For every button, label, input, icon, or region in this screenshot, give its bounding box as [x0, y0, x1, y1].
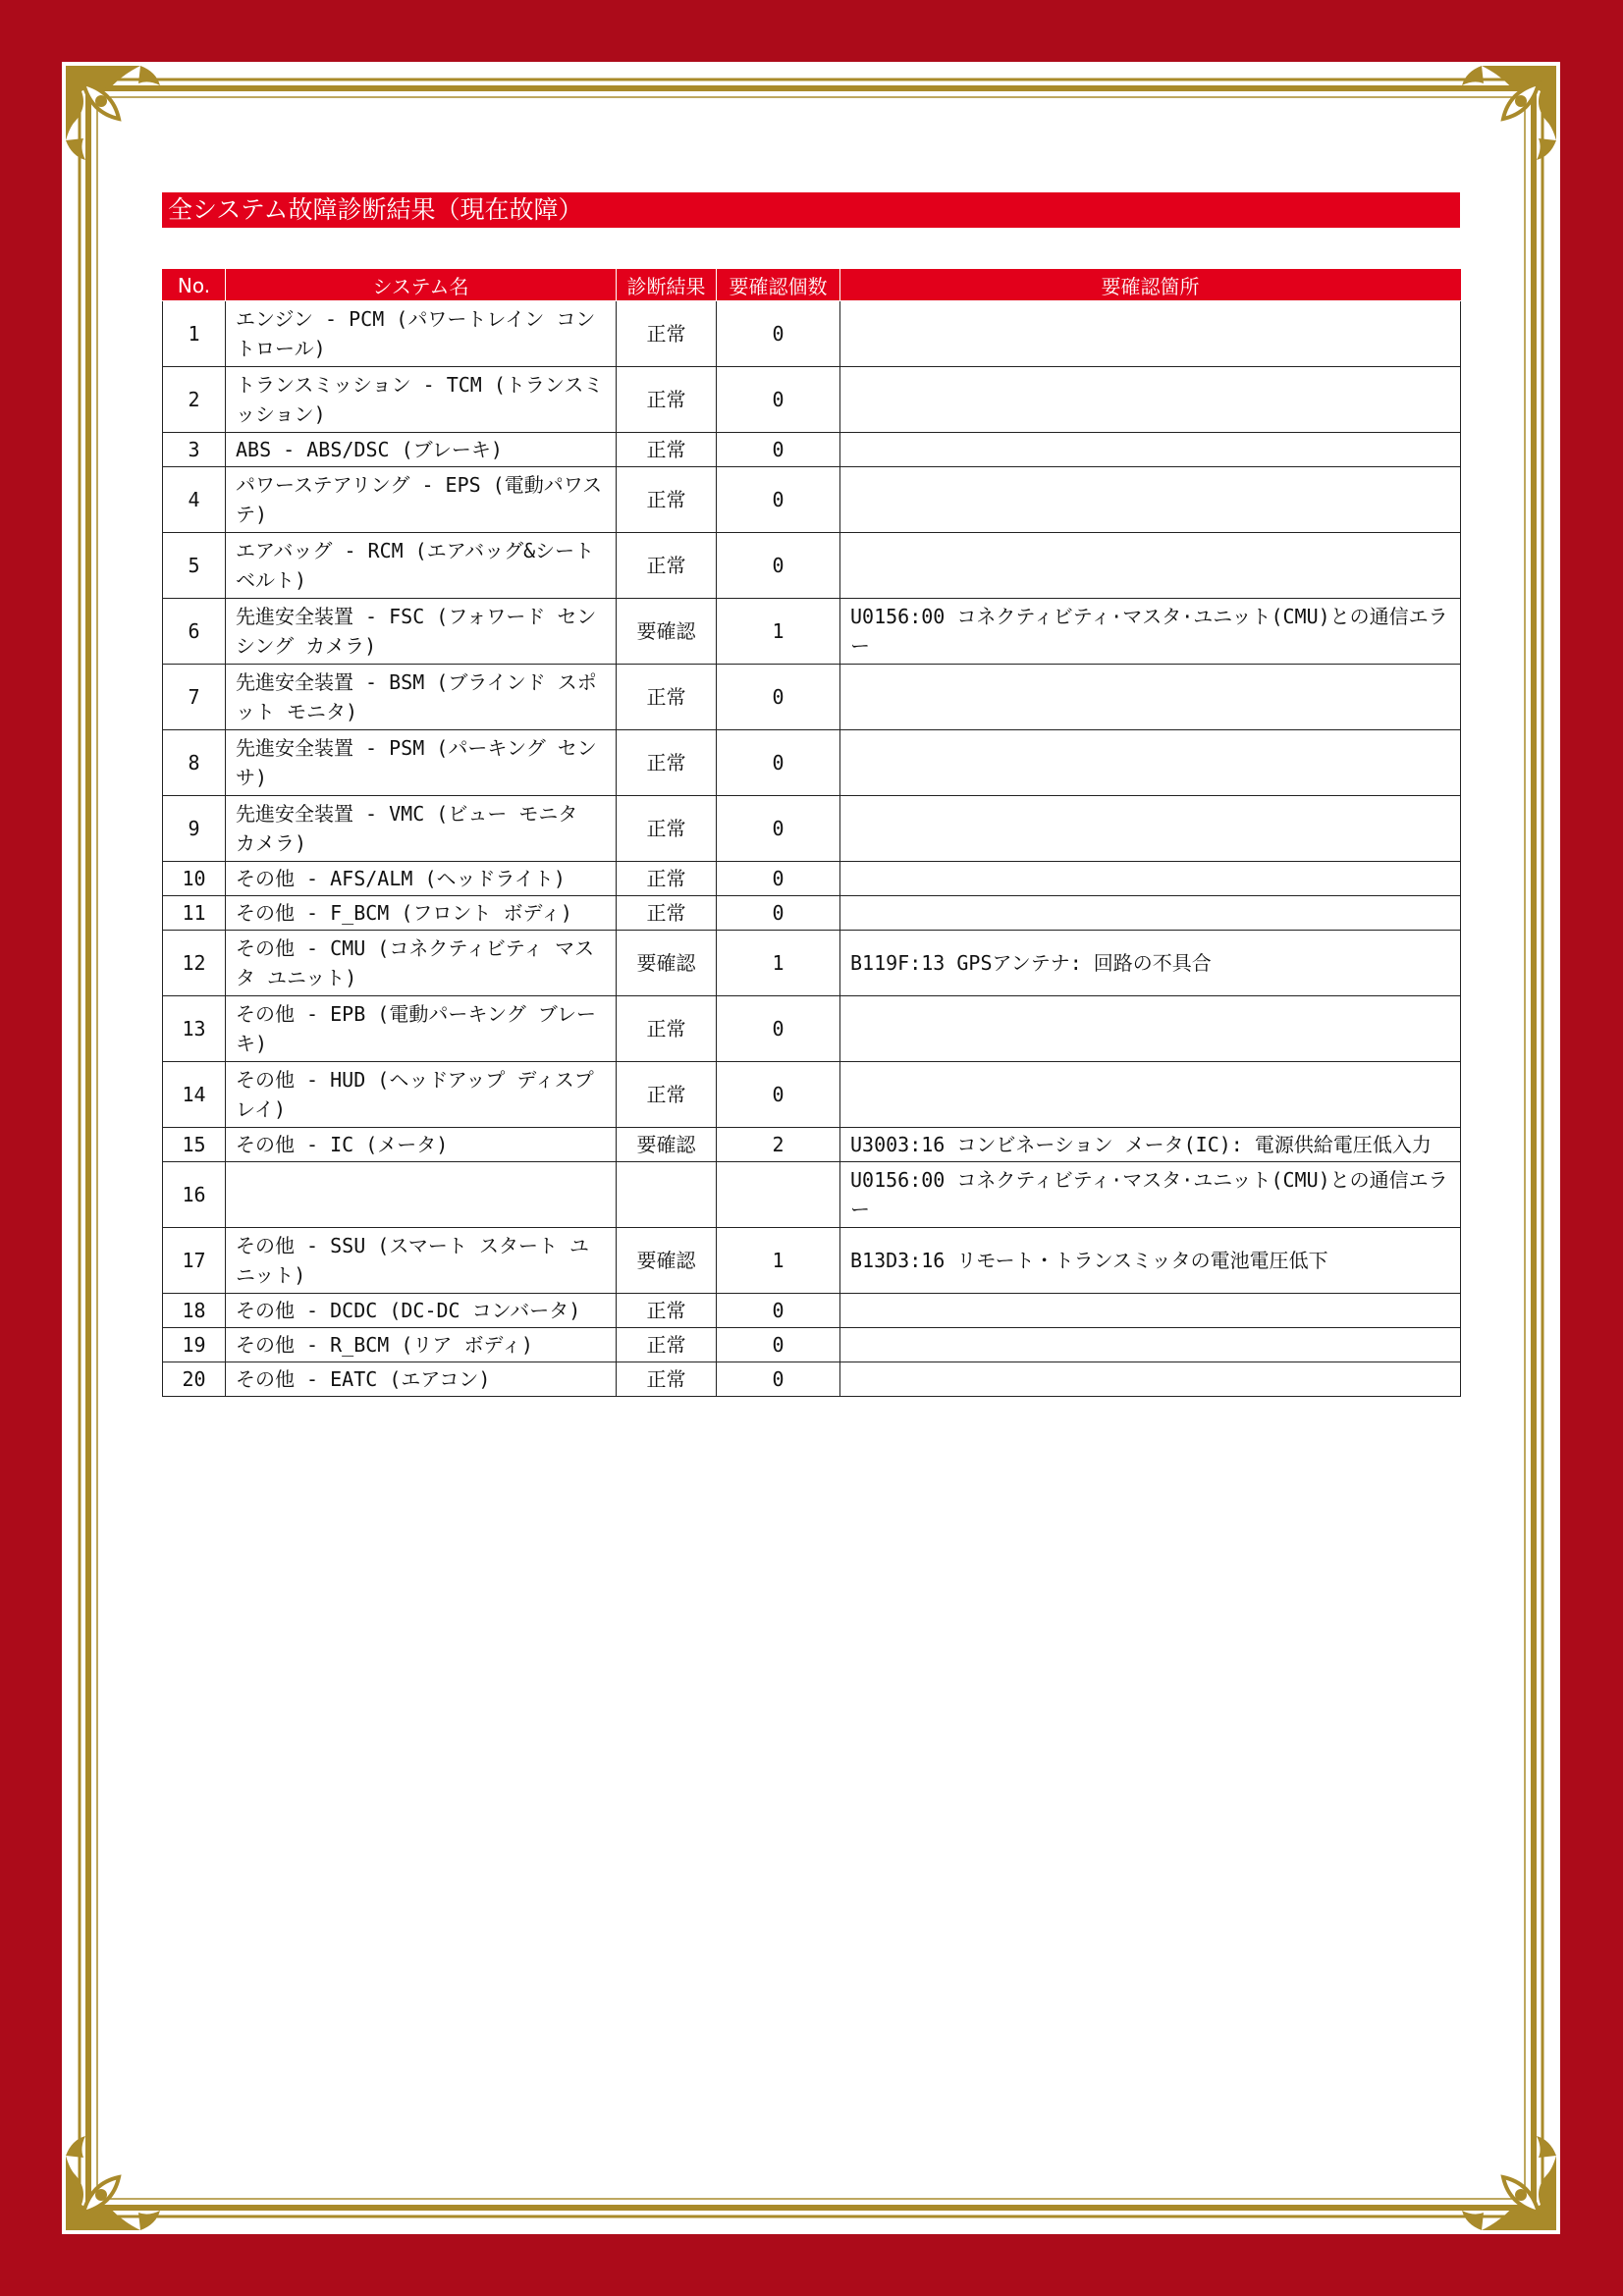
row-count: 0 — [717, 665, 840, 730]
row-system: トランスミッション - TCM (トランスミッション) — [226, 367, 617, 433]
row-result: 正常 — [617, 730, 717, 796]
table-row — [163, 1062, 1461, 1128]
row-no: 17 — [163, 1228, 226, 1294]
row-no: 10 — [163, 862, 226, 896]
row-result: 正常 — [617, 796, 717, 862]
row-result: 正常 — [617, 896, 717, 931]
row-location — [840, 996, 1461, 1062]
row-count: 1 — [717, 931, 840, 996]
row-system: 先進安全装置 - VMC (ビュー モニタ カメラ) — [226, 796, 617, 862]
row-no: 11 — [163, 896, 226, 931]
report-page — [62, 62, 1560, 2234]
row-result: 正常 — [617, 1328, 717, 1362]
row-result — [617, 1162, 717, 1228]
table-row — [163, 467, 1461, 533]
row-result: 正常 — [617, 1294, 717, 1328]
corner-ornament-bottom-left — [66, 2136, 160, 2230]
row-no: 15 — [163, 1128, 226, 1162]
corner-ornament-bottom-right — [1462, 2136, 1556, 2230]
row-no: 20 — [163, 1362, 226, 1397]
row-location — [840, 796, 1461, 862]
row-system: その他 - EATC (エアコン) — [226, 1362, 617, 1397]
row-location — [840, 1062, 1461, 1128]
row-result: 正常 — [617, 665, 717, 730]
row-location — [840, 730, 1461, 796]
row-count: 0 — [717, 1362, 840, 1397]
row-no: 6 — [163, 599, 226, 665]
row-result: 正常 — [617, 862, 717, 896]
row-no: 5 — [163, 533, 226, 599]
row-location: U0156:00 コネクティビティ·マスタ·ユニット(CMU)との通信エラー — [840, 1162, 1461, 1228]
row-system: その他 - CMU (コネクティビティ マスタ ユニット) — [226, 931, 617, 996]
row-system: エンジン - PCM (パワートレイン コントロール) — [226, 301, 617, 367]
table-row — [163, 996, 1461, 1062]
row-result: 要確認 — [617, 931, 717, 996]
row-system: 先進安全装置 - FSC (フォワード センシング カメラ) — [226, 599, 617, 665]
row-count: 1 — [717, 599, 840, 665]
row-system: その他 - F_BCM (フロント ボディ) — [226, 896, 617, 931]
row-count: 0 — [717, 862, 840, 896]
table-header-row — [163, 270, 1461, 301]
row-system: その他 - DCDC (DC-DC コンバータ) — [226, 1294, 617, 1328]
table-row — [163, 1294, 1461, 1328]
row-no: 12 — [163, 931, 226, 996]
row-location — [840, 862, 1461, 896]
row-no: 3 — [163, 433, 226, 467]
row-count: 1 — [717, 1228, 840, 1294]
row-location — [840, 665, 1461, 730]
row-result: 正常 — [617, 467, 717, 533]
row-no: 8 — [163, 730, 226, 796]
row-location: U3003:16 コンビネーション メータ(IC): 電源供給電圧低入力 — [840, 1128, 1461, 1162]
row-location: B13D3:16 リモート・トランスミッタの電池電圧低下 — [840, 1228, 1461, 1294]
table-row — [163, 931, 1461, 996]
row-location — [840, 301, 1461, 367]
row-no: 19 — [163, 1328, 226, 1362]
table-row — [163, 665, 1461, 730]
row-system: ABS - ABS/DSC (ブレーキ) — [226, 433, 617, 467]
row-result: 正常 — [617, 1362, 717, 1397]
row-no: 14 — [163, 1062, 226, 1128]
table-row — [163, 1228, 1461, 1294]
header-result: 診断結果 — [617, 270, 717, 301]
row-location: U0156:00 コネクティビティ·マスタ·ユニット(CMU)との通信エラー — [840, 599, 1461, 665]
row-system: パワーステアリング - EPS (電動パワステ) — [226, 467, 617, 533]
table-row — [163, 796, 1461, 862]
row-count: 0 — [717, 367, 840, 433]
table-row — [163, 1128, 1461, 1162]
row-result: 正常 — [617, 433, 717, 467]
row-location — [840, 1328, 1461, 1362]
row-no: 7 — [163, 665, 226, 730]
row-count: 0 — [717, 533, 840, 599]
table-row — [163, 896, 1461, 931]
row-location — [840, 433, 1461, 467]
row-system: その他 - R_BCM (リア ボディ) — [226, 1328, 617, 1362]
row-system: エアバッグ - RCM (エアバッグ&シートベルト) — [226, 533, 617, 599]
table-row — [163, 1328, 1461, 1362]
row-location — [840, 467, 1461, 533]
row-count: 0 — [717, 1294, 840, 1328]
row-count: 0 — [717, 896, 840, 931]
row-no: 9 — [163, 796, 226, 862]
report-title: 全システム故障診断結果（現在故障） — [162, 192, 1460, 228]
corner-ornament-top-left — [66, 66, 160, 160]
row-no: 16 — [163, 1162, 226, 1228]
diagnosis-table — [162, 269, 1461, 1397]
row-count: 0 — [717, 796, 840, 862]
row-result: 正常 — [617, 996, 717, 1062]
table-row — [163, 862, 1461, 896]
row-location — [840, 367, 1461, 433]
row-system: 先進安全装置 - BSM (ブラインド スポット モニタ) — [226, 665, 617, 730]
table-row — [163, 301, 1461, 367]
header-system: システム名 — [226, 270, 617, 301]
row-location — [840, 533, 1461, 599]
table-row — [163, 533, 1461, 599]
row-system: その他 - HUD (ヘッドアップ ディスプレイ) — [226, 1062, 617, 1128]
row-count: 0 — [717, 301, 840, 367]
table-row — [163, 367, 1461, 433]
row-count: 0 — [717, 1062, 840, 1128]
row-result: 正常 — [617, 533, 717, 599]
row-system: その他 - EPB (電動パーキング ブレーキ) — [226, 996, 617, 1062]
row-result: 正常 — [617, 367, 717, 433]
row-no: 13 — [163, 996, 226, 1062]
row-count: 0 — [717, 1328, 840, 1362]
row-count: 0 — [717, 730, 840, 796]
header-count: 要確認個数 — [717, 270, 840, 301]
header-no: No. — [163, 270, 226, 301]
row-result: 正常 — [617, 1062, 717, 1128]
table-row — [163, 730, 1461, 796]
table-row — [163, 599, 1461, 665]
row-no: 1 — [163, 301, 226, 367]
row-count: 0 — [717, 467, 840, 533]
row-location: B119F:13 GPSアンテナ: 回路の不具合 — [840, 931, 1461, 996]
row-location — [840, 1294, 1461, 1328]
row-system: その他 - IC (メータ) — [226, 1128, 617, 1162]
row-system: その他 - AFS/ALM (ヘッドライト) — [226, 862, 617, 896]
table-row — [163, 1162, 1461, 1228]
row-result: 要確認 — [617, 1228, 717, 1294]
row-no: 4 — [163, 467, 226, 533]
row-no: 2 — [163, 367, 226, 433]
row-location — [840, 1362, 1461, 1397]
row-no: 18 — [163, 1294, 226, 1328]
row-system — [226, 1162, 617, 1228]
row-location — [840, 896, 1461, 931]
row-count — [717, 1162, 840, 1228]
row-result: 正常 — [617, 301, 717, 367]
row-result: 要確認 — [617, 1128, 717, 1162]
row-count: 2 — [717, 1128, 840, 1162]
row-count: 0 — [717, 996, 840, 1062]
header-location: 要確認箇所 — [840, 270, 1461, 301]
table-row — [163, 1362, 1461, 1397]
table-row — [163, 433, 1461, 467]
row-system: 先進安全装置 - PSM (パーキング センサ) — [226, 730, 617, 796]
row-count: 0 — [717, 433, 840, 467]
row-system: その他 - SSU (スマート スタート ユニット) — [226, 1228, 617, 1294]
corner-ornament-top-right — [1462, 66, 1556, 160]
row-result: 要確認 — [617, 599, 717, 665]
